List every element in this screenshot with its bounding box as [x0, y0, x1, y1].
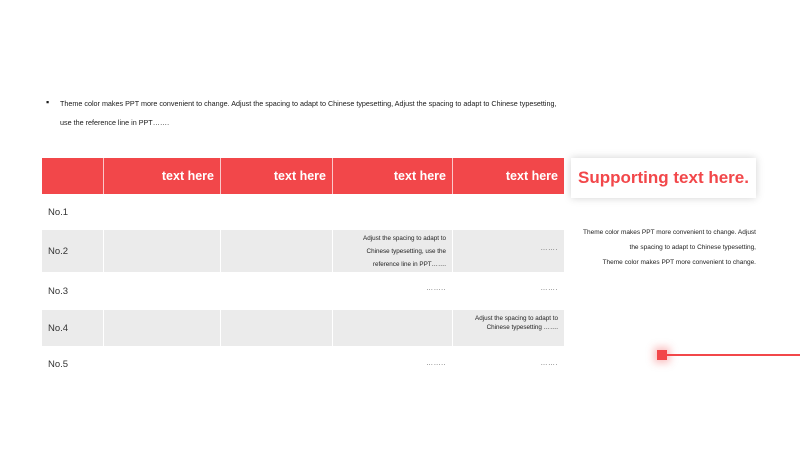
table-header: [42, 158, 564, 194]
row-label: No.2: [48, 245, 69, 257]
table-cell: [452, 230, 564, 272]
cell-dots: …….: [540, 285, 558, 292]
table-cell: [103, 230, 220, 272]
supporting-line: the spacing to adapt to Chinese typesetting,: [629, 244, 756, 251]
header-cell: text here: [332, 158, 452, 194]
table-cell: [220, 346, 332, 382]
table-cell: [220, 310, 332, 346]
table-cell: [103, 272, 220, 310]
table-cell: [103, 194, 220, 230]
row-label: No.1: [48, 206, 69, 218]
table-row: [42, 272, 564, 310]
cell-text: Adjust the spacing to adapt to Chinese typesetting, use the reference line in PPT…….: [363, 235, 446, 268]
header-cell: text here: [452, 158, 564, 194]
table-cell: [220, 272, 332, 310]
cell-text: Adjust the spacing to adapt to Chinese typesetting …….: [475, 315, 558, 331]
table-cell: [103, 346, 220, 382]
table-cell: [332, 194, 452, 230]
header-cell: text here: [220, 158, 332, 194]
table-cell: [220, 194, 332, 230]
intro-text: Theme color makes PPT more convenient to change. Adjust the spacing to adapt to Chinese typesetting, Adjust the spacing to adapt to Chinese typesetting, use the reference line in PPT…….: [60, 99, 557, 127]
cell-dots: …….: [540, 245, 558, 252]
supporting-line: Theme color makes PPT more convenient to change. Adjust: [583, 229, 756, 236]
table-cell: [332, 272, 452, 310]
header-cell: text here: [103, 158, 220, 194]
cell-dots: ……..: [426, 360, 446, 367]
row-label: No.5: [48, 358, 69, 370]
table-cell: [452, 310, 564, 346]
table-cell: [220, 230, 332, 272]
table-row: [42, 346, 564, 382]
table-cell: [452, 272, 564, 310]
row-label: No.4: [48, 322, 69, 334]
supporting-line: Theme color makes PPT more convenient to change.: [602, 259, 756, 266]
row-label: No.3: [48, 285, 69, 297]
bullet-icon: ▪: [46, 97, 50, 107]
supporting-body: [570, 225, 756, 270]
table-cell: [452, 346, 564, 382]
table-cell: [332, 310, 452, 346]
accent-line: [667, 354, 800, 356]
cell-dots: …….: [540, 360, 558, 367]
table-cell: [332, 346, 452, 382]
supporting-title: Supporting text here.: [578, 168, 749, 187]
intro-paragraph: [46, 94, 566, 132]
table-cell: [103, 310, 220, 346]
table-row: [42, 194, 564, 230]
table-cell: [332, 230, 452, 272]
table-row: [42, 230, 564, 272]
square-marker-icon: [657, 350, 667, 360]
comparison-table: [42, 158, 564, 382]
supporting-text-box: [571, 158, 756, 198]
cell-dots: ……..: [426, 285, 446, 292]
header-cell: [42, 158, 103, 194]
table-row: [42, 310, 564, 346]
table-cell: [452, 194, 564, 230]
